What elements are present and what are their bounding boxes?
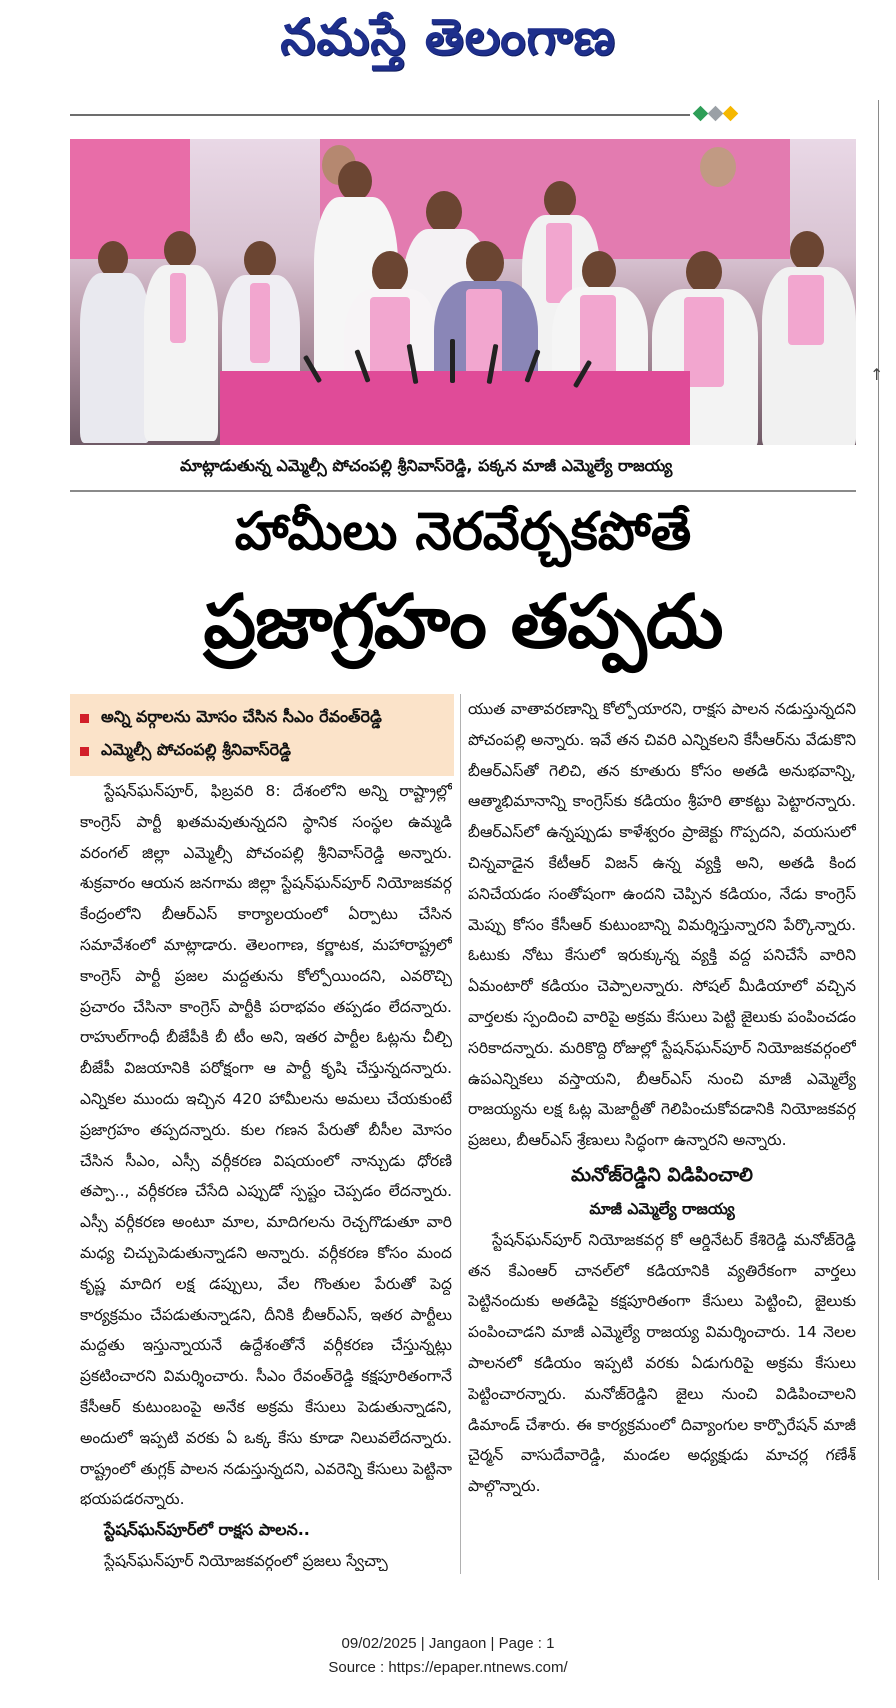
column-divider: [460, 694, 461, 1574]
press-meet-photo: [70, 139, 856, 445]
square-bullet-icon: [80, 714, 89, 723]
masthead-title: నమస్తే తెలంగాణ: [280, 7, 616, 66]
headline-line-2: ప్రజాగ్రహం తప్పదు: [203, 579, 723, 665]
microphone-icon: [450, 339, 455, 383]
article-paragraph: స్టేషన్‌ఘన్‌పూర్, ఫిబ్రవరి 8: దేశంలోని అన్ని రాష్ట్రాల్లో కాంగ్రెస్ పార్టీ ఖతమవుతున్నదని స్థానిక సంస్థల ఉమ్మడి వరంగల్ జిల్లా ఎమ్మెల్సీ పోచంపల్లి శ్రీనివాస్‌రెడ్డి అన్నారు. శుక్రవారం ఆయన జనగామ జిల్లా స్టేషన్‌ఘన్‌పూర్ నియోజకవర్గ కేంద్రంలోని బీఆర్‌ఎస్ కార్యాలయంలో ఏర్పాటు చేసిన సమావేశంలో మాట్లాడారు. తెలంగాణ, కర్ణాటక, మహారాష్ట్రలో కాంగ్రెస్ పార్టీ ప్రజల మద్దతును కోల్పోయిందని, ఎవరొచ్చి ప్రచారం చేసినా కాంగ్రెస్ పార్టీకి పరాభవం తప్పడం లేదన్నారు. రాహుల్‌గాంధీ బీజేపీకి బీ టీం అని, ఇతర పార్టీల ఓట్లను చీల్చి బీజేపీ విజయానికి పరోక్షంగా ఆ పార్టీ కృషి చేస్తున్నదన్నారు. ఎన్నికల ముందు ఇచ్చిన 420 హామీలను అమలు చేయకుంటే ప్రజాగ్రహం తప్పదన్నారు. కుల గణన పేరుతో బీసీల మోసం చేసిన సీఎం, ఎస్సీ వర్గీకరణ విషయంలో నాన్చుడు ధోరణి తప్పా.., వర్గీకరణ చేసేది ఎప్పుడో స్పష్టం చెప్పడం లేదన్నారు. ఎస్సీ వర్గీకరణ అంటూ మాల, మాదిగలను రెచ్చగొడుతూ వారి మధ్య చిచ్చుపెడుతున్నాడని అన్నారు. వర్గీకరణ కోసం మంద కృష్ణ మాదిగ లక్ష డప్పులు, వేల గొంతుల పేరుతో పెద్ద కార్యక్రమం చేపడుతున్నాడని, దీనికి బీఆర్‌ఎస్, ఇతర పార్టీలు మద్దతు ఇస్తున్నాయనే ఉద్దేశంతోనే వర్గీకరణ చేస్తున్నట్లు ప్రకటించారని విమర్శించారు. సీఎం రేవంత్‌రెడ్డి కక్షపూరితంగానే కేసీఆర్ కుటుంబంపై అనేక అక్రమ కేసులు పెడుతున్నాడని, అందులో ఇప్పటి వరకు ఏ ఒక్క కేసు కూడా నిలువలేదన్నారు. రాష్ట్రంలో తుగ్లక్ పాలన నడుస్తున్నదని, ఎవరెన్ని కేసులు పెట్టినా భయపడరన్నారు.: [80, 782, 452, 1509]
green-diamond-icon: [693, 106, 709, 122]
square-bullet-icon: [80, 747, 89, 756]
side-rule: [878, 100, 879, 1580]
article-subhead-byline: మాజీ ఎమ్మెల్యే రాజయ్య: [589, 1199, 735, 1218]
article-paragraph: స్టేషన్‌ఘన్‌పూర్ నియోజకవర్గ కో ఆర్డినేటర్ కేశిరెడ్డి మనోజ్‌రెడ్డి తన కేఎంఆర్ చానల్‌లో కడియానికి వ్యతిరేకంగా వార్తలు పెట్టినందుకు అతడిపై కక్షపూరితంగా కేసులు పెట్టించి, జైలుకు పంపించాడని మాజీ ఎమ్మెల్యే రాజయ్య విమర్శించారు. 14 నెలల పాలనలో కడియం ఇప్పటి వరకు ఏడుగురిపై అక్రమ కేసులు పెట్టించారన్నారు. మనోజ్‌రెడ్డిని జైలు నుంచి విడిపించాలని డిమాండ్ చేశారు. ఈ కార్యక్రమంలో దివ్యాంగుల కార్పొరేషన్ మాజీ చైర్మన్ వాసుదేవారెడ్డి, మండల అధ్యక్షుడు మాచర్ల గణేశ్ పాల్గొన్నారు.: [468, 1230, 856, 1496]
grey-diamond-icon: [708, 106, 724, 122]
photo-caption: మాట్లాడుతున్న ఎమ్మెల్సీ పోచంపల్లి శ్రీనివాస్‌రెడ్డి, పక్కన మాజీ ఎమ్మెల్యే రాజయ్య: [180, 456, 673, 475]
highlights-box: [70, 694, 454, 776]
table-cloth: [220, 371, 690, 445]
footer-source: Source : https://epaper.ntnews.com/: [328, 1659, 568, 1676]
yellow-diamond-icon: [723, 106, 739, 122]
highlight-item: [80, 735, 444, 768]
highlight-text: అన్ని వర్గాలను మోసం చేసిన సీఎం రేవంత్‌రెడ్డి: [101, 707, 382, 726]
article-paragraph: యుత వాతావరణాన్ని కోల్పోయారని, రాక్షస పాలన నడుస్తున్నదని పోచంపల్లి అన్నారు. ఇవే తన చివరి ఎన్నికలని కేసీఆర్‌ను వేడుకొని బీఆర్‌ఎస్‌తో గెలిచి, తన కూతురు కోసం అతడి అనుభవాన్ని, ఆత్మాభిమానాన్ని కాంగ్రెస్‌కు కడియం శ్రీహరి తాకట్టు పెట్టారన్నారు. బీఆర్‌ఎస్‌లో ఉన్నప్పుడు కాళేశ్వరం ప్రాజెక్టు గొప్పదని, వయసులో చిన్నవాడైన కేటీఆర్ విజన్ ఉన్న వ్యక్తి అని, అతడి కింద పనిచేయడం సంతోషంగా ఉందని చెప్పిన కడియం, నేడు కాంగ్రెస్ మెప్పు కోసం కేసీఆర్ కుటుంబాన్ని విమర్శిస్తున్నారని పేర్కొన్నారు. ఓటుకు నోటు కేసులో ఇరుక్కున్న వ్యక్తి వద్ద పనిచేసే వారిని ఏమంటారో కడియం చెప్పాలన్నారు. సోషల్ మీడియాలో వచ్చిన వార్తలకు స్పందించి వారిపై అక్రమ కేసులు పెట్టి జైలుకు పంపించడం సరికాదన్నారు. మరికొద్ది రోజుల్లో స్టేషన్‌ఘన్‌పూర్ నియోజకవర్గంలో ఉపఎన్నికలు వస్తాయని, బీఆర్‌ఎస్ నుంచి మాజీ ఎమ్మెల్యే రాజయ్యను లక్ష ఓట్ల మెజార్టీతో గెలిపించుకోవడానికి నియోజకవర్గ ప్రజలు, బీఆర్‌ఎస్ శ్రేణులు సిద్ధంగా ఉన్నారని అన్నారు.: [468, 700, 856, 1150]
article-column-right: [468, 694, 856, 1584]
highlight-text: ఎమ్మెల్సీ పోచంపల్లి శ్రీనివాస్‌రెడ్డి: [101, 740, 291, 759]
masthead-dots: [695, 108, 736, 119]
caption-rule: [70, 490, 856, 492]
arrow-up-icon: ↑: [870, 365, 884, 384]
article-subhead: స్టేషన్‌ఘన్‌పూర్‌లో రాక్షస పాలన..: [104, 1520, 310, 1540]
article-column-left: [80, 776, 452, 1571]
masthead-rule: [70, 114, 690, 116]
article-subhead: మనోజ్‌రెడ్డిని విడిపించాలి: [571, 1163, 753, 1186]
footer-date-edition: 09/02/2025 | Jangaon | Page : 1: [341, 1635, 555, 1652]
page-footer: [0, 1632, 896, 1680]
headline-line-1: హామీలు నెరవేర్చకపోతే: [234, 502, 692, 562]
highlight-item: [80, 702, 444, 735]
article-paragraph: స్టేషన్‌ఘన్‌పూర్ నియోజకవర్గంలో ప్రజలు స్వేచ్ఛా: [104, 1551, 388, 1570]
